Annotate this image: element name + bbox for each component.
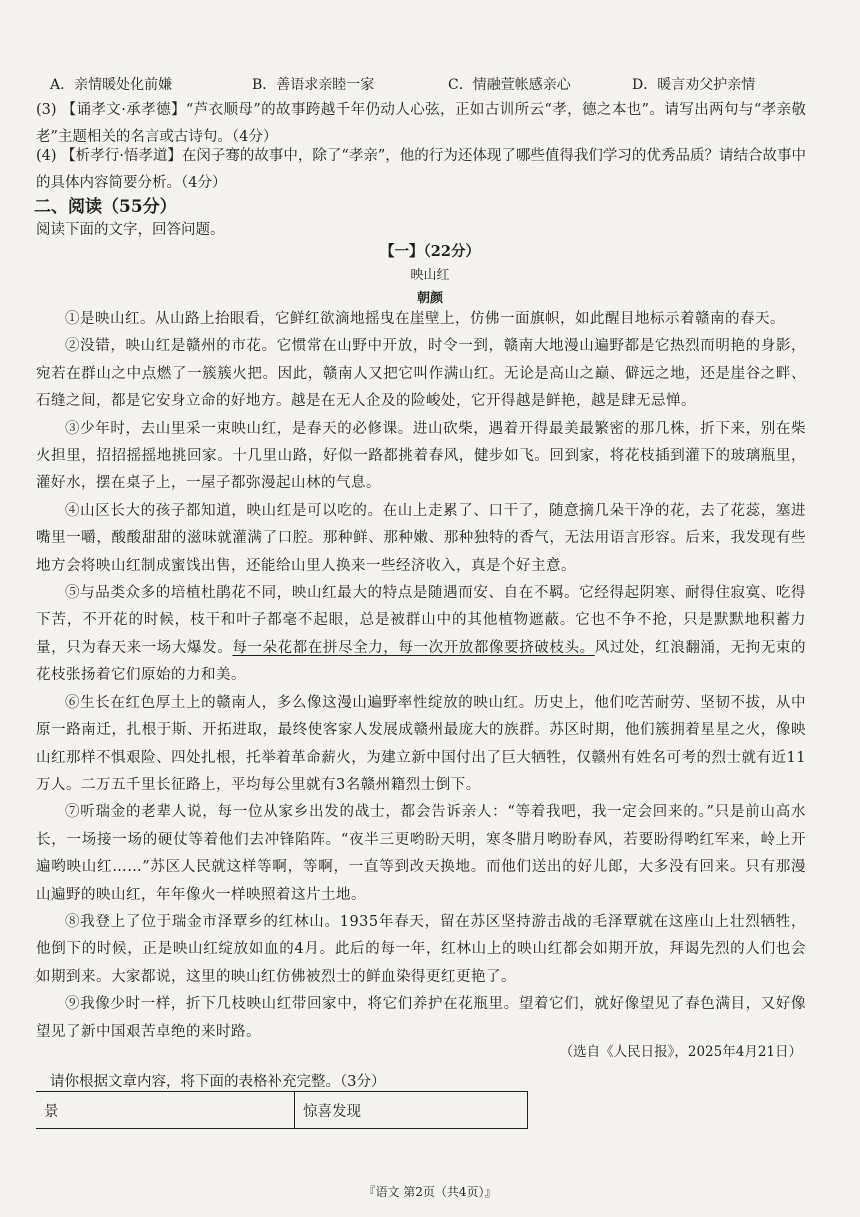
reading-instruction: 阅读下面的文字，回答问题。 (36, 222, 225, 238)
section-heading: 二、阅读（55分） (34, 197, 177, 217)
article-title: 映山红 (410, 268, 450, 283)
article-paragraph-8: ⑧我登上了位于瑞金市泽覃乡的红林山。1935年春天，留在苏区坚持游击战的毛泽覃就在这座山上壮烈牺牲，他倒下的时候，正是映山红绽放如血的4月。此后的每一年，红林山上的映山红都会如期开放，拜谒先烈的人们也会如期到来。大家都说，这里的映山红仿佛被烈士的鲜血染得更红更艳了。 (36, 913, 806, 985)
article-author: 朝颜 (416, 291, 443, 306)
article-source: （选自《人民日报》，2025年4月21日） (559, 1044, 802, 1060)
article-paragraph-9: ⑨我像少时一样，折下几枝映山红带回家中，将它们养护在花瓶里。望着它们，就好像望见了春色满目，又好像望见了新中国艰苦卓绝的来时路。 (36, 996, 806, 1040)
article-paragraph-1: ①是映山红。从山路上抬眼看，它鲜红欲滴地摇曳在崖壁上，仿佛一面旗帜，如此醒目地标示着赣南的春天。 (65, 311, 785, 327)
article-paragraph-6: ⑥生长在红色厚土上的赣南人，多么像这漫山遍野率性绽放的映山红。历史上，他们吃苦耐劳、坚韧不拔，从中原一路南迁，扎根于斯、开拓进取，最终使客家人发展成赣州最庞大的族群。苏区时期，他们簇拥着星星之火，像映山红那样不惧艰险、四处扎根，托举着革命薪火，为建立新中国付出了巨大牺牲，仅赣州有姓名可考的烈士就有近11万人。二万五千里长征路上，平均每公里就有3名赣州籍烈士倒下。 (36, 694, 806, 793)
question-4 (36, 143, 806, 197)
table-row (36, 1092, 528, 1129)
question-4-text: 【析孝行·悟孝道】在闵子骞的故事中，除了“孝亲”，他的行为还体现了哪些值得我们学习的优秀品质？请结合故事中的具体内容简要分析。（4分） (36, 148, 807, 191)
underlined-sentence: 每一朵花都在拼尽全力，每一次开放都像要挤破枝头。 (232, 639, 595, 656)
paragraph-5-lead: ⑤与品类众多的培植杜鹃花不同，映山红最大的特点是随遇而安、自在不羁。它经得起阴寒、耐得住寂寞、吃得下苦，不开花的时候，枝干和叶子都毫不起眼，总是被群山中的其他植物遮蔽。它也不争不抢，只是默默地积蓄力量，只为春天来一场大爆发。 (36, 585, 806, 656)
question-3-number: (3) (36, 102, 57, 118)
table-cell-scenery[interactable]: 景 (36, 1092, 295, 1129)
article-paragraph-5 (36, 580, 806, 690)
passage-part-label: 【一】（22分） (380, 243, 480, 260)
article-paragraph-7: ⑦听瑞金的老辈人说，每一位从家乡出发的战士，都会告诉亲人：“等着我吧，我一定会回来的。”只是前山高水长，一场接一场的硬仗等着他们去冲锋陷阵。“夜半三更哟盼天明，寒冬腊月哟盼春风，若要盼得哟红军来，岭上开遍哟映山红……”苏区人民就这样等啊，等啊，一直等到改天换地。而他们送出的好儿郎，大多没有回来。只有那漫山遍野的映山红，年年像火一样映照着这片土地。 (36, 804, 806, 903)
article-paragraph-2: ②没错，映山红是赣州的市花。它惯常在山野中开放，时令一到，赣南大地漫山遍野都是它热烈而明艳的身影，宛若在群山之中点燃了一簇簇火把。因此，赣南人又把它叫作满山红。无论是高山之巅、僻远之地，还是崖谷之畔、石缝之间，都是它安身立命的好地方。越是在无人企及的险峻处，它开得越是鲜艳，越是肆无忌惮。 (36, 338, 806, 410)
option-b[interactable]: B．善语求亲睦一家 (252, 77, 375, 93)
article-paragraph-3: ③少年时，去山里采一束映山红，是春天的必修课。进山砍柴，遇着开得最美最繁密的那几株，折下来，别在柴火担里，招招摇摇地挑回家。十几里山路，好似一路都挑着春风，健步如飞。回到家，将花枝插到灌下的玻璃瓶里，灌好水，摆在桌子上，一屋子都弥漫起山林的气息。 (36, 420, 806, 492)
option-c[interactable]: C．情融萱帐感亲心 (448, 77, 571, 93)
question-3-text: 【诵孝文·承孝德】“芦衣顺母”的故事跨越千年仍动人心弦，正如古训所云“孝，德之本也”。请写出两句与“孝亲敬老”主题相关的名言或古诗句。（4分） (36, 102, 807, 145)
table-task-prompt: 请你根据文章内容，将下面的表格补充完整。（3分） (50, 1074, 386, 1090)
paragraph-5-tail: 风过处，红浪翻涌，无拘无束的花枝张扬着它们原始的力和美。 (36, 639, 807, 684)
table-cell-discovery[interactable]: 惊喜发现 (295, 1092, 528, 1129)
page-footer: 『语文 第2页（共4页）』 (363, 1185, 497, 1199)
question-4-number: (4) (36, 148, 57, 164)
question-2-options (50, 74, 850, 98)
answer-table (36, 1091, 528, 1129)
article-body (36, 306, 806, 1046)
option-d[interactable]: D．暖言劝父护亲情 (632, 77, 756, 93)
article-paragraph-4: ④山区长大的孩子都知道，映山红是可以吃的。在山上走累了、口干了，随意摘几朵干净的花，去了花蕊，塞进嘴里一嚼，酸酸甜甜的滋味就灌满了口腔。那种鲜、那种嫩、那种独特的香气，无法用语言形容。后来，我发现有些地方会将映山红制成蜜饯出售，还能给山里人换来一些经济收入，真是个好主意。 (36, 502, 806, 574)
option-a[interactable]: A．亲情暖处化前嫌 (50, 77, 173, 93)
